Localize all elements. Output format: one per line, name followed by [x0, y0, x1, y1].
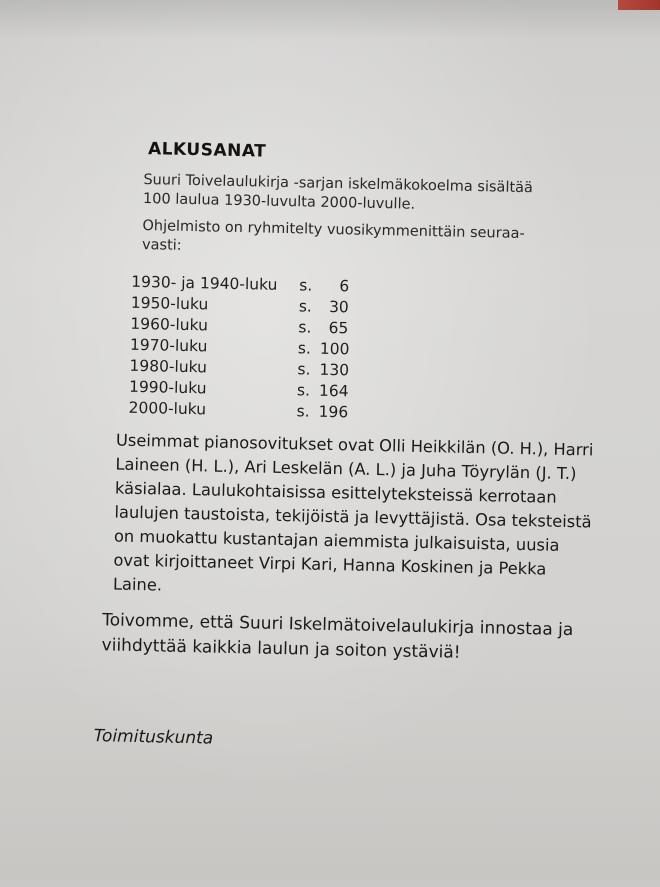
toc-label: 1950-luku — [130, 293, 209, 314]
body-section — [112, 429, 594, 622]
toc-page-abbrev: s. — [297, 339, 312, 358]
toc-page-number: 65 — [328, 318, 349, 338]
intro-section — [142, 171, 564, 272]
toc-page-number: 6 — [339, 277, 350, 296]
decade-table-of-contents — [128, 272, 349, 424]
closing-paragraph: Toivomme, että Suuri Iskelmätoivelaulukirja innostaa ja viihdyttää kaikkia laulun ja soiton ystäviä! — [101, 610, 574, 663]
page-title: ALKUSANAT — [147, 139, 267, 162]
toc-row — [128, 398, 349, 424]
toc-label: 2000-luku — [128, 398, 207, 419]
toc-page-number: 100 — [319, 339, 350, 359]
intro-paragraph-1: Suuri Toivelaulukirja -sarjan iskelmäkokoelma sisältää 100 laulua 1930-luvulta 2000-luvulle. — [142, 172, 534, 213]
toc-label: 1990-luku — [128, 377, 207, 398]
toc-page-abbrev: s. — [297, 360, 311, 379]
toc-page-number: 30 — [328, 297, 349, 317]
toc-page-number: 196 — [318, 402, 349, 422]
toc-page-abbrev: s. — [299, 276, 313, 295]
toc-page-abbrev: s. — [296, 381, 311, 400]
toc-page-number: 164 — [318, 381, 349, 401]
body-paragraph: Useimmat pianosovitukset ovat Olli Heikkilän (O. H.), Harri Laineen (H. L.), Ari Leskelän (A. L.) ja Juha Töyrylän (J. T.) käsialaa. Laulukohtaisissa esittelyteksteissä kerrotaan laulujen taustoista, tekijöistä ja levyttäjistä. Osa teksteistä on muokattu kustantajan aiemmista julkaisuista, uusia ovat kirjoittaneet Virpi Kari, Hanna Koskinen ja Pekka Laine. — [112, 430, 594, 595]
toc-page-abbrev: s. — [298, 297, 312, 316]
toc-page-abbrev: s. — [296, 402, 310, 421]
intro-paragraph-2: Ohjelmisto on ryhmitelty vuosikymmenittäin seuraa-vasti: — [141, 218, 525, 254]
signature: Toimituskunta — [93, 726, 214, 749]
toc-page-abbrev: s. — [298, 318, 312, 337]
toc-label: 1930- ja 1940-luku — [131, 272, 278, 294]
toc-label: 1980-luku — [129, 356, 208, 377]
toc-label: 1960-luku — [130, 314, 209, 335]
toc-page-number: 130 — [319, 360, 350, 380]
toc-label: 1970-luku — [129, 335, 208, 356]
